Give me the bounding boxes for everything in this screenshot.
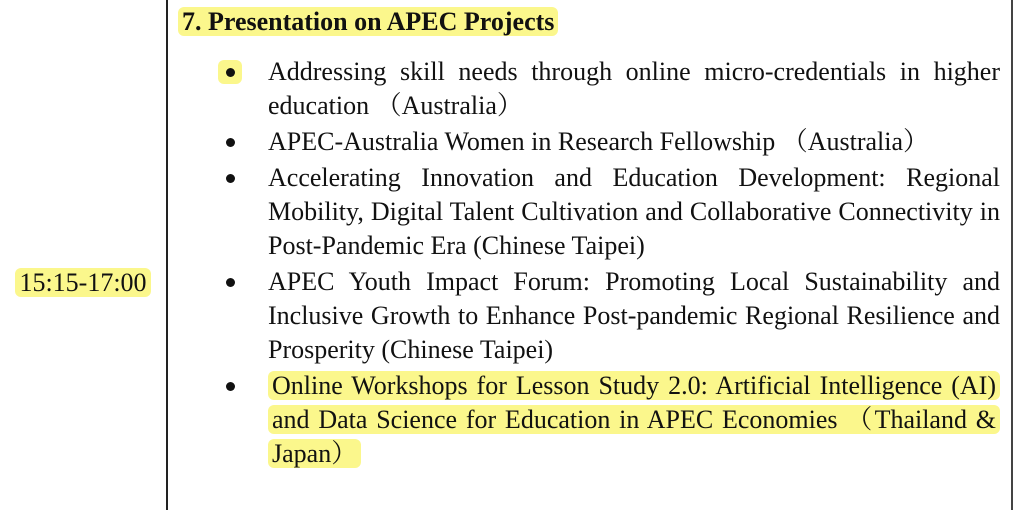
list-item-text: Accelerating Innovation and Education Development: Regional Mobility, Digital Talent Cultivation and Collaborative Connectivity in Post-Pandemic Era (Chinese Taipei)	[268, 163, 1000, 260]
list-item	[222, 55, 1000, 123]
project-list	[222, 55, 1000, 473]
section-title-wrap	[178, 4, 558, 40]
list-item-text: Addressing skill needs through online micro-credentials in higher education （Australia）	[268, 57, 1000, 120]
list-item	[222, 161, 1000, 263]
bullet-icon	[226, 174, 235, 183]
list-item-text: APEC Youth Impact Forum: Promoting Local Sustainability and Inclusive Growth to Enhance Post-pandemic Regional Resilience and Prosperity (Chinese Taipei)	[268, 267, 1000, 364]
bullet-icon	[226, 68, 235, 77]
list-item	[222, 369, 1000, 471]
session-time: 15:15-17:00	[15, 268, 150, 297]
list-item-text: Online Workshops for Lesson Study 2.0: Artificial Intelligence (AI) and Data Science for Education in APEC Economies （Thailand & Japan）	[268, 371, 1000, 468]
section-title: 7. Presentation on APEC Projects	[178, 7, 558, 36]
column-divider	[166, 0, 168, 510]
list-item	[222, 125, 1000, 159]
bullet-icon	[226, 382, 235, 391]
bullet-icon	[226, 138, 235, 147]
bullet-icon	[226, 278, 235, 287]
list-item-text: APEC-Australia Women in Research Fellowship （Australia）	[268, 127, 930, 156]
list-item	[222, 265, 1000, 367]
time-cell	[0, 266, 166, 300]
